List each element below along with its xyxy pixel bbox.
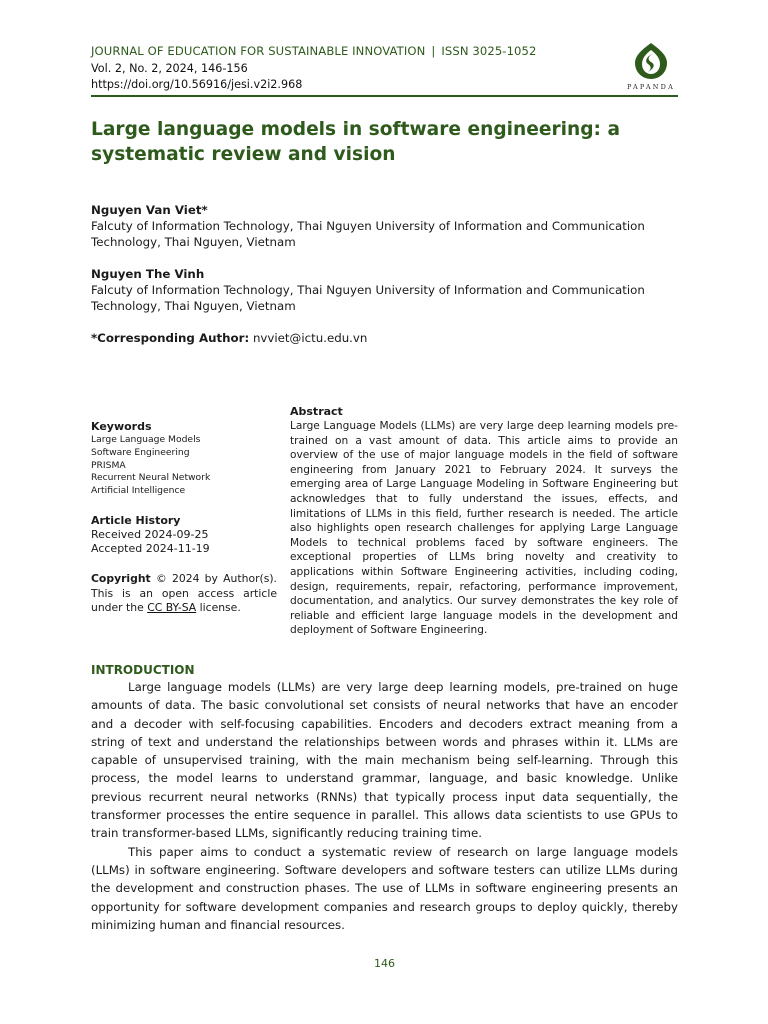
article-history <box>91 514 277 557</box>
header-separator: | <box>431 44 436 58</box>
copyright-notice <box>91 572 277 616</box>
author-2 <box>91 266 678 314</box>
abstract-section <box>290 405 678 638</box>
author-affiliation: Falcuty of Information Technology, Thai Nguyen University of Information and Communication Technology, Thai Nguyen, Vietnam <box>91 283 645 313</box>
journal-line <box>91 44 536 58</box>
license-link[interactable]: CC BY-SA <box>147 601 197 615</box>
journal-header <box>91 41 678 97</box>
keyword-item: Artificial Intelligence <box>91 485 186 497</box>
introduction-heading: INTRODUCTION <box>91 663 195 677</box>
corresponding-label: *Corresponding Author: <box>91 331 250 345</box>
papanda-logo-icon <box>631 41 671 81</box>
header-rule <box>91 95 678 97</box>
copyright-text: © 2024 by Author(s). This is an open access article under the <box>91 571 277 615</box>
page-number: 146 <box>374 957 395 970</box>
article-info-column <box>91 420 277 616</box>
copyright-label: Copyright <box>91 571 151 585</box>
issn: ISSN 3025-1052 <box>441 44 537 58</box>
papanda-logo <box>625 41 677 93</box>
abstract-text: Large Language Models (LLMs) are very large deep learning models pre-trained on a vast amount of data. This article aims to provide an overview of the use of major language models in the field of software engineering from January 2021 to February 2024. It surveys the emerging area of Large Language Modeling in Software Engineering but acknowledges that to fully understand the issues, effects, and limitations of LLMs in this field, further research is needed. The article also highlights open research challenges for applying Large Language Models to technical problems faced by software engineers. The exceptional properties of LLMs bring novelty and creativity to applications within Software Engineering activities, including coding, design, requirements, repair, refactoring, performance improvement, documentation, and analytics. Our survey demonstrates the key role of reliable and efficient large language models in the development and deployment of Software Engineering. <box>290 420 678 637</box>
abstract-heading: Abstract <box>290 405 343 418</box>
doi-link[interactable]: https://doi.org/10.56916/jesi.v2i2.968 <box>91 78 303 91</box>
journal-name: JOURNAL OF EDUCATION FOR SUSTAINABLE INNOVATION <box>91 44 426 58</box>
corresponding-author <box>91 331 367 345</box>
keywords-heading: Keywords <box>91 420 152 433</box>
author-name: Nguyen The Vinh <box>91 267 205 281</box>
corresponding-email[interactable]: nvviet@ictu.edu.vn <box>252 331 368 345</box>
author-name: Nguyen Van Viet* <box>91 203 208 217</box>
keyword-item: Software Engineering <box>91 446 190 458</box>
paper-title: Large language models in software engineering: a systematic review and vision <box>91 119 621 165</box>
keyword-item: Recurrent Neural Network <box>91 472 211 484</box>
keywords-list <box>91 434 277 498</box>
accepted-date: Accepted 2024-11-19 <box>91 542 210 556</box>
author-affiliation: Falcuty of Information Technology, Thai Nguyen University of Information and Communication Technology, Thai Nguyen, Vietnam <box>91 219 645 249</box>
received-date: Received 2024-09-25 <box>91 527 209 541</box>
introduction-section <box>91 662 678 934</box>
author-1 <box>91 202 678 250</box>
history-heading: Article History <box>91 513 181 527</box>
paper-page <box>91 0 678 1024</box>
keyword-item: Large Language Models <box>91 434 201 445</box>
copyright-text-end: license. <box>199 601 241 615</box>
intro-paragraph: This paper aims to conduct a systematic review of research on large language models (LLMs) in software engineering. Software developers and software testers can utilize LLMs during the development and construction phases. The use of LLMs in software engineering presents an opportunity for software development companies and research groups to deploy quickly, thereby minimizing human and financial resources. <box>91 844 678 932</box>
keyword-item: PRISMA <box>91 459 126 471</box>
intro-paragraph: Large language models (LLMs) are very large deep learning models, pre-trained on huge amounts of data. The basic convolutional set consists of neural networks that have an encoder and a decoder with self-focusing capabilities. Encoders and decoders extract meaning from a string of text and understand the relationships between words and phrases within it. LLMs are capable of unsupervised training, with the main mechanism being self-learning. Through this process, the model learns to understand grammar, language, and basic knowledge. Unlike previous recurrent neural networks (RNNs) that typically process input data sequentially, the transformer processes the entire sequence in parallel. This allows data scientists to use GPUs to train transformer-based LLMs, significantly reducing training time. <box>91 680 678 841</box>
volume-info: Vol. 2, No. 2, 2024, 146-156 <box>91 62 248 75</box>
logo-text: PAPANDA <box>627 83 675 91</box>
